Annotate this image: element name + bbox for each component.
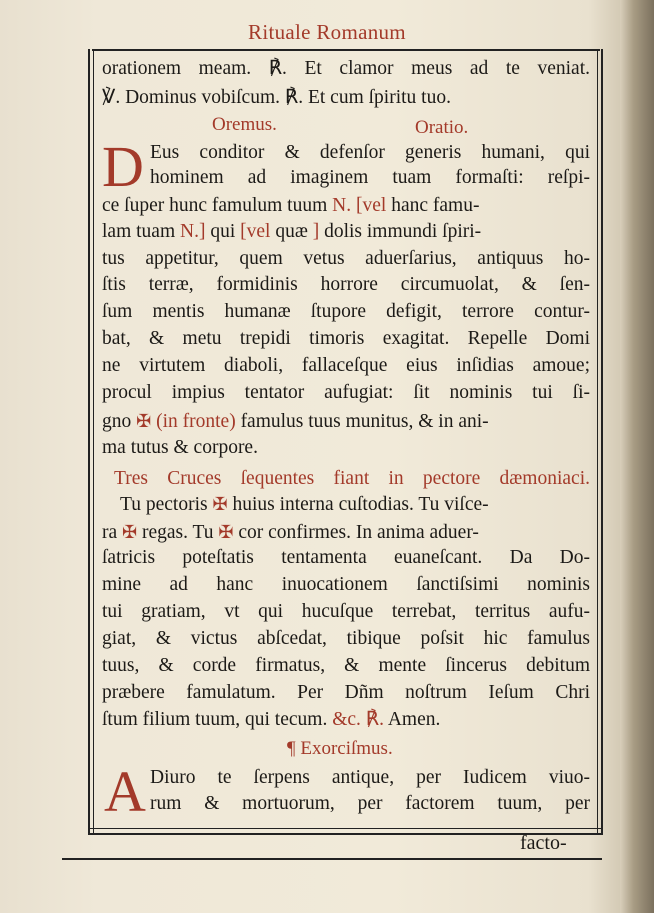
cross-icon: ✠ (218, 522, 234, 542)
prayer-line-9: ne virtutem diaboli, fallaceſque eius inſidias amoue; (102, 355, 590, 376)
prayer-line-10: procul impius tentator aufugiat: ſit nominis tui ſi- (102, 382, 590, 403)
vel-bracket: [vel (356, 195, 387, 216)
closing-bracket: ] (312, 221, 320, 242)
prayer-line-11a: gno (102, 411, 132, 432)
prayer2-line-9b: &c. ℟. (332, 709, 384, 730)
prayer2-line-8: præbere famulatum. Per Dñm noſtrum Ieſum Chri (102, 682, 590, 703)
prayer2-line-2 (102, 520, 590, 544)
top-rule (92, 49, 600, 51)
prayer2-line-7: tuus, & corde firmatus, & mente ſincerus debitum (102, 655, 590, 676)
bottom-rule-inner (88, 828, 603, 829)
book-gutter (620, 0, 654, 913)
prayer-line-3a: ce ſuper hunc famulum tuum (102, 195, 328, 216)
prayer2-line-2a: ra (102, 522, 118, 543)
prayer-line-3 (102, 194, 590, 218)
prayer-line-4a: lam tuam (102, 221, 176, 242)
prayer2-line-5: tui gratiam, vt qui hucuſque terrebat, territus aufu- (102, 601, 590, 622)
in-fronte-rubric: (in fronte) (156, 411, 236, 432)
prayer-line-3b: hanc famu- (391, 195, 480, 216)
prayer-line-1: Eus conditor & defenſor generis humani, qui (150, 142, 590, 163)
prayer2-line-4: mine ad hanc inuocationem ſanctiſsimi nominis (102, 574, 590, 595)
right-rule-inner (597, 49, 598, 835)
prayer2-line-3: ſatricis poteſtatis tentamenta euaneſcant. Da Do- (102, 547, 590, 568)
exorcism-line-2: rum & mortuorum, per factorem tuum, per (150, 793, 590, 814)
prayer2-line-9a: ſtum filium tuum, qui tecum. (102, 709, 328, 730)
footer-rule (62, 858, 602, 860)
drop-cap-a: A (104, 759, 146, 824)
vel-bracket-2: [vel (240, 221, 271, 242)
prayer-line-2: hominem ad imaginem tuam formaſti: reſpi- (150, 167, 590, 188)
prayer2-line-9c: Amen. (387, 709, 441, 730)
drop-cap-d: D (102, 134, 144, 199)
prayer-line-4c: quæ (275, 221, 308, 242)
text-line-2: ℣. Dominus vobiſcum. ℟. Et cum ſpiritu tuo. (102, 87, 451, 108)
name-marker-n: N. (332, 195, 352, 216)
prayer2-line-9 (102, 708, 590, 732)
prayer2-line-1b: huius interna cuſtodias. Tu viſce- (232, 494, 489, 515)
prayer2-line-2b: regas. Tu (142, 522, 214, 543)
prayer-line-8: bat, & metu trepidi timoris exagitat. Repelle Domi (102, 328, 590, 349)
prayer-line-11 (102, 409, 590, 433)
oratio-heading: Oratio. (415, 117, 469, 138)
prayer-line-12: ma tutus & corpore. (102, 437, 258, 458)
prayer-line-4b: qui (210, 221, 236, 242)
oremus-heading: Oremus. (212, 114, 277, 135)
name-marker-n2: N.] (179, 221, 206, 242)
prayer-line-5: tus appetitur, quem vetus aduerſarius, antiquus ho- (102, 248, 590, 269)
prayer-line-4d: dolis immundi ſpiri- (324, 221, 482, 242)
cross-icon: ✠ (122, 522, 138, 542)
right-rule-outer (601, 49, 603, 835)
left-rule-inner (93, 49, 94, 835)
prayer2-line-2c: cor confirmes. In anima aduer- (238, 522, 479, 543)
text-line-1: orationem meam. ℟. Et clamor meus ad te veniat. (102, 58, 590, 79)
prayer-line-4 (102, 220, 590, 244)
prayer2-line-6: giat, & victus abſcedat, tibique poſsit hic famulus (102, 628, 590, 649)
rubric-line: Tres Cruces ſequentes fiant in pectore dæmoniaci. (114, 468, 590, 489)
exorcism-line-1: Diuro te ſerpens antique, per Iudicem viuo- (150, 767, 590, 788)
prayer-line-7: ſum mentis humanæ ſtupore defigit, terrore contur- (102, 301, 590, 322)
prayer2-line-1 (120, 492, 590, 516)
catchword: facto- (520, 832, 567, 854)
prayer-line-6: ſtis terræ, formidinis horrore circumuolat, & ſen- (102, 274, 590, 295)
left-rule-outer (88, 49, 90, 835)
running-head: Rituale Romanum (248, 20, 406, 44)
prayer-line-11b: famulus tuus munitus, & in ani- (240, 411, 489, 432)
cross-icon: ✠ (136, 411, 152, 431)
exorcismus-heading: ¶ Exorciſmus. (287, 738, 393, 759)
cross-icon: ✠ (212, 494, 228, 514)
prayer2-line-1a: Tu pectoris (120, 494, 208, 515)
